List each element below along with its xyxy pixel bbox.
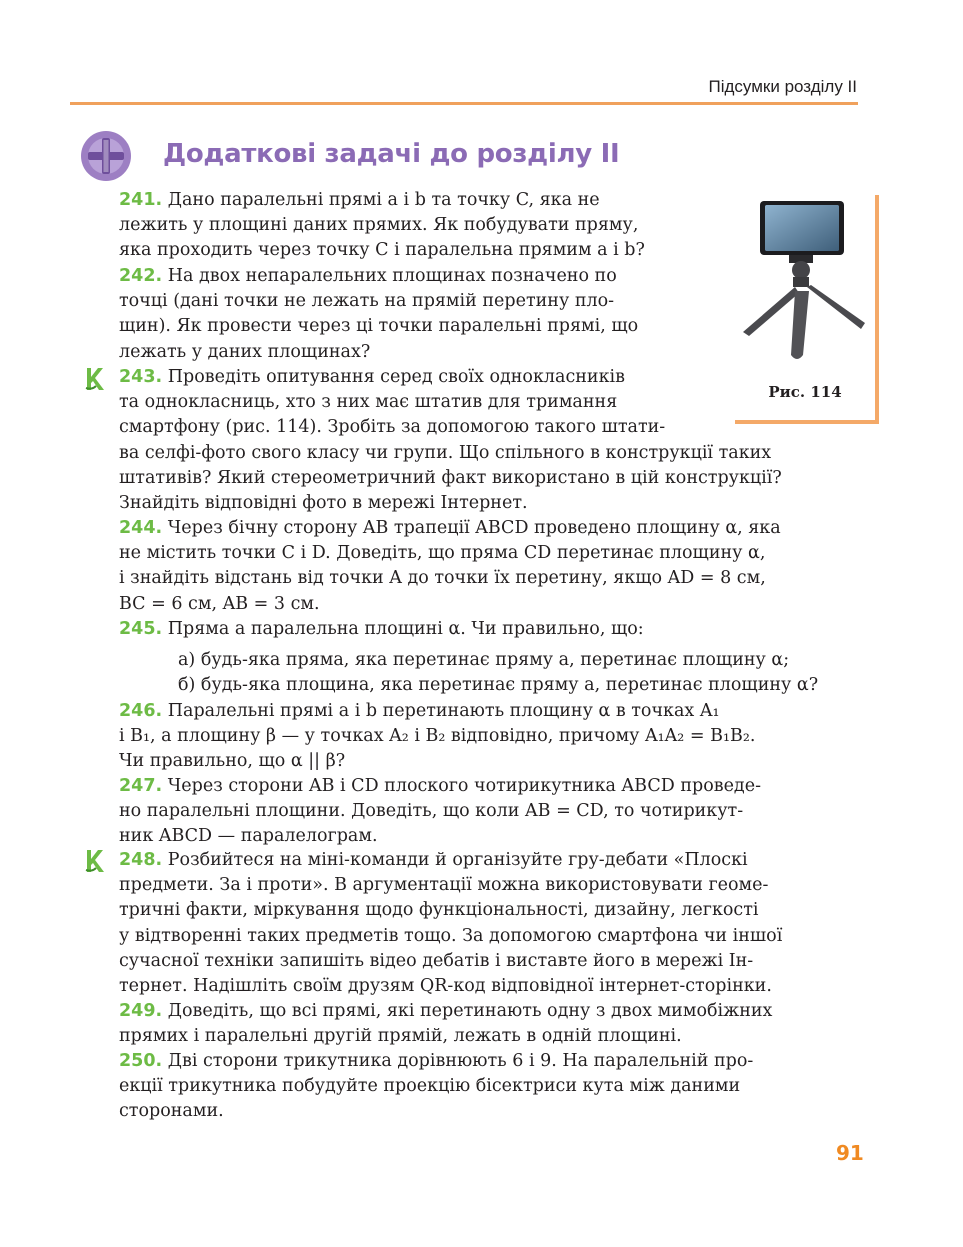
problem-line: На двох непаралельних площинах позначено по	[167, 266, 617, 286]
problem-line: предмети. За і проти». В аргументації можна використовувати геоме-	[119, 875, 769, 896]
problem-line: Проведіть опитування серед своїх однокласників	[167, 367, 625, 387]
problem-line: і знайдіть відстань від точки A до точки їх перетину, якщо AD = 8 см,	[119, 568, 766, 589]
problem-line: і B₁, а площину β — у точках A₂ і B₂ відповідно, причому A₁A₂ = B₁B₂.	[119, 726, 756, 747]
problem-number: 243.	[119, 367, 163, 387]
problem-line: Доведіть, що всі прямі, які перетинають одну з двох мимобіжних	[167, 1001, 773, 1021]
problem-line: сторонами.	[119, 1101, 224, 1122]
running-header: Підсумки розділу ІІ	[708, 77, 857, 96]
problem-line: Через бічну сторону AB трапеції ABCD проведено площину α, яка	[167, 518, 781, 538]
problem-number: 242.	[119, 266, 163, 286]
problem-line: Паралельні прямі a і b перетинають площину α в точках A₁	[167, 701, 720, 721]
problem-line: прямих і паралельні другій прямій, лежать в одній площині.	[119, 1026, 682, 1047]
problem-line: точці (дані точки не лежать на прямій перетину пло-	[119, 291, 615, 312]
problem-line: штативів? Який стереометричний факт використано в цій конструкції?	[119, 467, 782, 488]
problem-number: 246.	[119, 701, 163, 721]
problem-line: Пряма a паралельна площині α. Чи правильно, що:	[167, 619, 644, 639]
problem-line: екції трикутника побудуйте проекцію бісектриси кута між даними	[119, 1076, 741, 1097]
problem-number: 248.	[119, 850, 163, 870]
header-rule	[70, 102, 858, 105]
k-competence-icon	[84, 848, 106, 874]
problem-number: 245.	[119, 619, 163, 639]
problem-line: щин). Як провести через ці точки паралельні прямі, що	[119, 316, 639, 337]
problem-line: Дві сторони трикутника дорівнюють 6 і 9. На паралельній про-	[167, 1051, 754, 1071]
problem-line: лежить у площині даних прямих. Як побудувати пряму,	[119, 215, 639, 236]
tripod-phone-image	[735, 195, 875, 370]
problem-line: но паралельні площини. Доведіть, що коли AB = CD, то чотирикут-	[119, 801, 744, 822]
problem-line: тернет. Надішліть своїм друзям QR-код відповідної інтернет-сторінки.	[119, 976, 772, 997]
problem-line: смартфону (рис. 114). Зробіть за допомогою такого штати-	[119, 417, 666, 438]
problem-number: 244.	[119, 518, 163, 538]
problem-245	[119, 617, 854, 642]
problem-245-options	[178, 648, 854, 698]
problem-246	[119, 699, 854, 775]
problem-line: Через сторони AB і CD плоского чотирикутника ABCD проведе-	[167, 776, 761, 796]
problem-line: Знайдіть відповідні фото в мережі Інтернет.	[119, 493, 528, 514]
problem-number: 250.	[119, 1051, 163, 1071]
problem-number: 247.	[119, 776, 163, 796]
problem-line: сучасної техніки запишіть відео дебатів і виставте його в мережі Ін-	[119, 950, 754, 971]
problem-number: 249.	[119, 1001, 163, 1021]
problem-line: Чи правильно, що α || β?	[119, 751, 346, 772]
plus-badge-icon	[80, 130, 132, 182]
page-number: 91	[836, 1141, 864, 1165]
problem-number: 241.	[119, 190, 163, 210]
problem-line: не містить точки C і D. Доведіть, що пряма CD перетинає площину α,	[119, 543, 766, 564]
problem-250	[119, 1049, 854, 1125]
problem-241	[119, 188, 702, 264]
problem-247	[119, 774, 854, 850]
problem-242	[119, 264, 702, 365]
problem-line: ва селфі-фото свого класу чи групи. Що спільного в конструкції таких	[119, 442, 772, 463]
problem-line: яка проходить через точку C і паралельна прямим a і b?	[119, 240, 645, 261]
k-competence-icon	[84, 366, 106, 392]
problem-line: BC = 6 см, AB = 3 см.	[119, 593, 320, 614]
problem-line: Розбийтеся на міні-команди й організуйте гру-дебати «Плоскі	[167, 850, 748, 870]
section-title: Додаткові задачі до розділу ІІ	[163, 139, 620, 169]
problem-243	[119, 365, 849, 516]
problem-line: та однокласниць, хто з них має штатив для тримання	[119, 392, 618, 413]
figure-caption: Рис. 114	[768, 383, 842, 401]
problem-line: у відтворенні таких предметів тощо. За допомогою смартфона чи іншої	[119, 925, 783, 946]
problem-option: а) будь-яка пряма, яка перетинає пряму a, перетинає площину α;	[178, 650, 790, 670]
problem-option: б) будь-яка площина, яка перетинає пряму a, перетинає площину α?	[178, 675, 819, 696]
problem-248	[119, 848, 854, 999]
problem-line: Дано паралельні прямі a і b та точку C, яка не	[167, 190, 600, 210]
problem-line: ник ABCD — паралелограм.	[119, 826, 378, 847]
problem-line: лежать у даних площинах?	[119, 341, 371, 362]
problem-249	[119, 999, 854, 1049]
problem-line: тричні факти, міркування щодо функціональності, дизайну, легкості	[119, 900, 759, 921]
problem-244	[119, 516, 854, 617]
